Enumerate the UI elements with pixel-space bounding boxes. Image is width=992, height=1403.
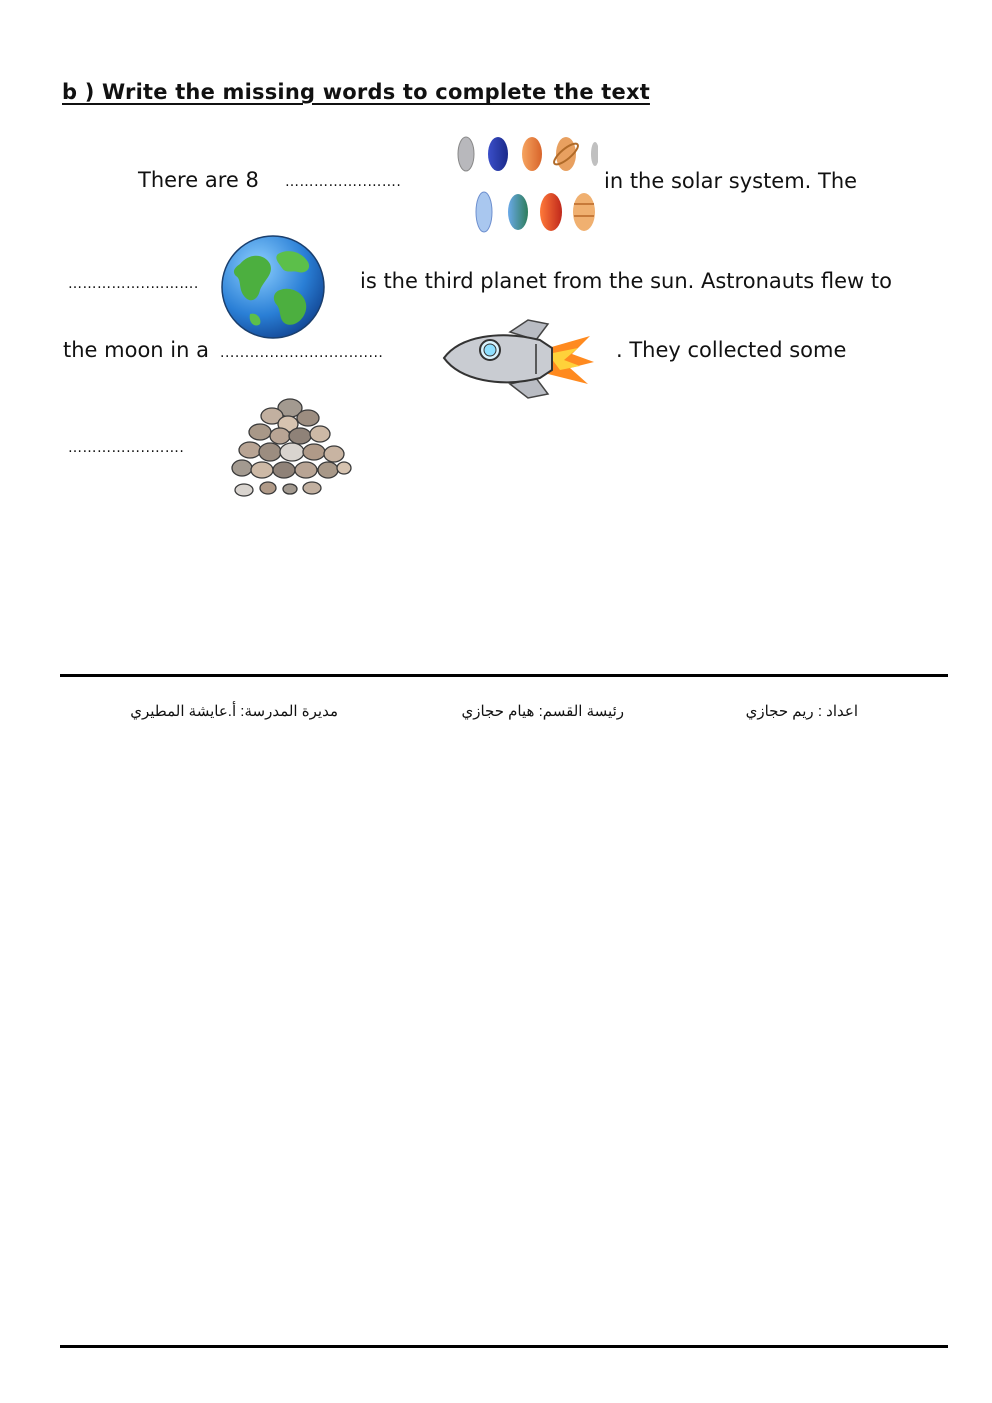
footer-head-of-department: رئيسة القسم: هيام حجازي — [461, 703, 624, 720]
line3-lead: the moon in a — [63, 338, 209, 362]
line1-blank[interactable]: ……………..……. — [285, 174, 402, 190]
line2-tail: is the third planet from the sun. Astronauts flew to — [360, 269, 892, 293]
line3-blank[interactable]: ................................. — [220, 345, 384, 361]
rocks-icon — [228, 394, 354, 502]
footer-prepared-by: اعداد : ريم حجازي — [745, 703, 858, 720]
earth-icon — [220, 234, 326, 340]
footer-principal: مديرة المدرسة: أ.عايشة المطيري — [130, 703, 338, 720]
rocket-icon — [440, 318, 596, 400]
planets-icon — [450, 132, 598, 236]
bottom-divider — [60, 1345, 948, 1348]
line3-tail: . They collected some — [616, 338, 847, 362]
top-divider — [60, 674, 948, 677]
line4-blank[interactable]: ……………..……. — [68, 440, 185, 456]
line1-lead: There are 8 — [138, 168, 259, 192]
line2-blank[interactable]: ……………..………. — [68, 276, 199, 292]
exercise-heading: b ) Write the missing words to complete the text — [62, 80, 650, 104]
line1-tail: in the solar system. The — [604, 169, 858, 193]
